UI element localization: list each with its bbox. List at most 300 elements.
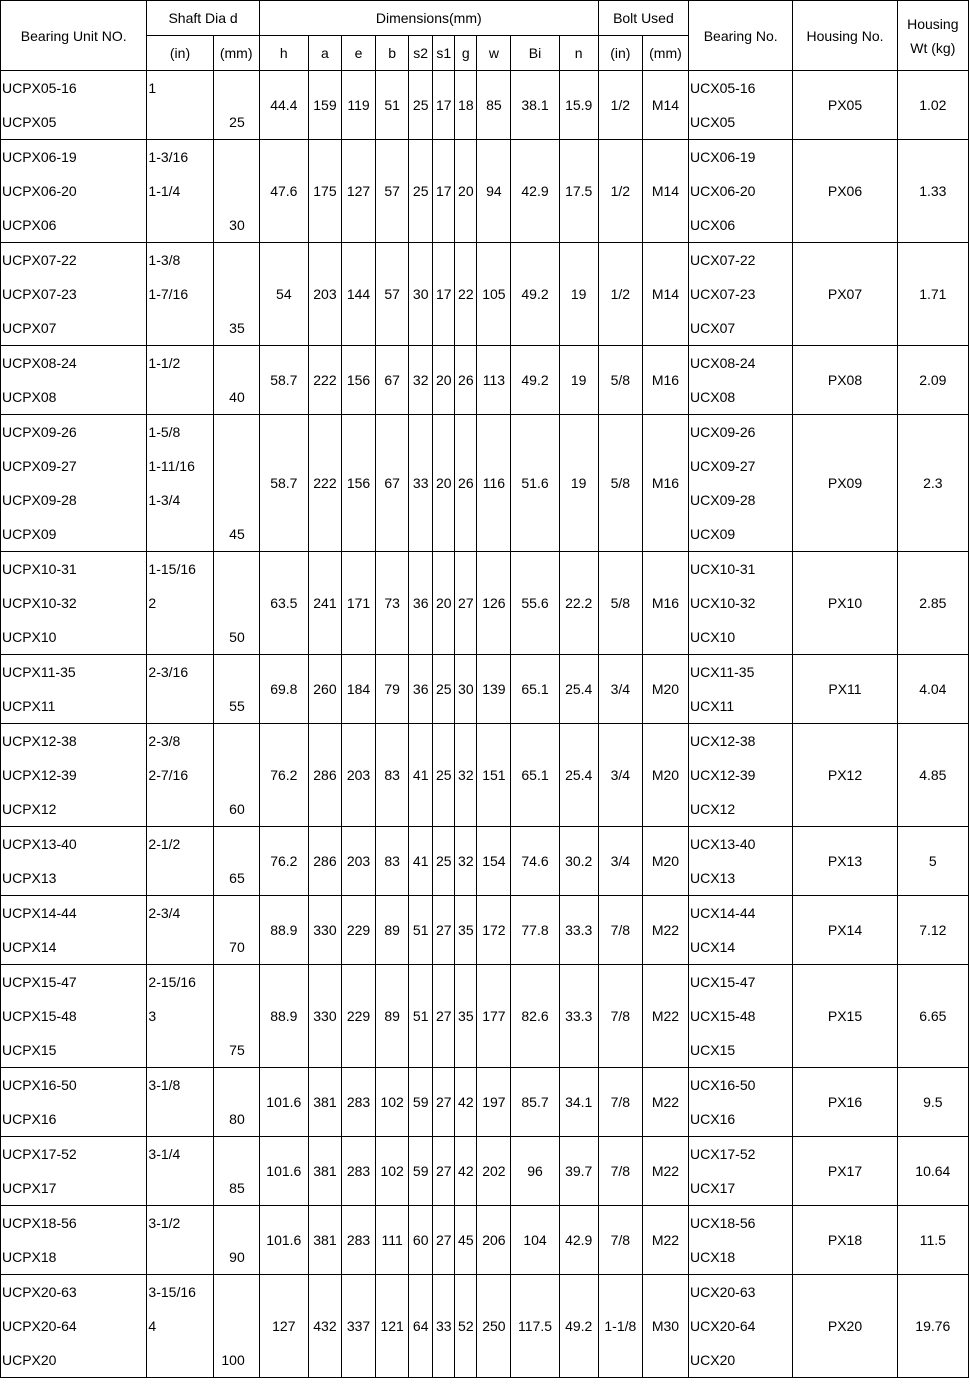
bearing-unit-cell (1, 243, 147, 346)
shaft-dia-mm: 90 (229, 1249, 245, 1265)
header-dim-h: h (259, 36, 308, 71)
shaft-dia-mm: 25 (229, 114, 245, 130)
shaft-in-cell (147, 1275, 213, 1378)
header-shaft-in: (in) (147, 36, 213, 71)
bearing-no: UCX15-47 (690, 974, 756, 990)
header-housing-wt-line2: Wt (kg) (910, 39, 956, 56)
dim-n-cell: 34.1 (559, 1068, 598, 1137)
header-bolt-used: Bolt Used (598, 1, 688, 36)
dim-w-cell: 105 (477, 243, 511, 346)
header-row-1 (1, 1, 969, 36)
table-row (1, 655, 969, 724)
bearing-unit-no: UCPX12 (2, 801, 57, 817)
bearing-no: UCX07-22 (690, 252, 756, 268)
bearing-unit-no: UCPX09-26 (2, 424, 77, 440)
bearing-no: UCX18-56 (690, 1215, 756, 1231)
dim-h-cell: 76.2 (259, 724, 308, 827)
bearing-unit-cell (1, 1275, 147, 1378)
dim-s2-cell: 64 (409, 1275, 433, 1378)
dim-e-cell: 119 (341, 71, 375, 140)
dim-w-cell: 139 (477, 655, 511, 724)
bearing-no-cell (689, 827, 793, 896)
dim-s2-cell: 59 (409, 1137, 433, 1206)
dim-n-cell: 33.3 (559, 965, 598, 1068)
dim-w-cell: 116 (477, 415, 511, 552)
bolt-mm-cell: M20 (642, 827, 688, 896)
shaft-dia-mm: 55 (229, 698, 245, 714)
bearing-unit-no: UCPX17-52 (2, 1146, 77, 1162)
bearing-unit-no: UCPX16 (2, 1111, 57, 1127)
dim-e-cell: 203 (341, 724, 375, 827)
bearing-unit-no: UCPX09-27 (2, 458, 77, 474)
bearing-no: UCX08 (690, 389, 736, 405)
bearing-no: UCX20 (690, 1352, 736, 1368)
bolt-in-cell: 1-1/8 (598, 1275, 642, 1378)
table-row (1, 415, 969, 552)
shaft-dia-in: 1-1/4 (148, 183, 181, 199)
housing-no-cell: PX06 (793, 140, 897, 243)
dim-s2-cell: 41 (409, 724, 433, 827)
shaft-mm-cell (213, 71, 259, 140)
dim-bi-cell: 51.6 (511, 415, 559, 552)
bearing-no: UCX13-40 (690, 836, 756, 852)
dim-e-cell: 127 (341, 140, 375, 243)
dim-h-cell: 54 (259, 243, 308, 346)
shaft-in-cell (147, 724, 213, 827)
dim-a-cell: 432 (308, 1275, 341, 1378)
table-row (1, 71, 969, 140)
bearing-no: UCX10 (690, 629, 736, 645)
dim-w-cell: 151 (477, 724, 511, 827)
housing-no-cell: PX18 (793, 1206, 897, 1275)
bearing-no: UCX15 (690, 1042, 736, 1058)
dim-a-cell: 330 (308, 896, 341, 965)
dim-bi-cell: 55.6 (511, 552, 559, 655)
bearing-no-cell (689, 1137, 793, 1206)
table-row (1, 243, 969, 346)
bolt-mm-cell: M22 (642, 965, 688, 1068)
bearing-unit-cell (1, 1068, 147, 1137)
dim-g-cell: 27 (455, 552, 477, 655)
bearing-unit-no: UCPX05-16 (2, 80, 77, 96)
dim-s2-cell: 36 (409, 552, 433, 655)
dim-bi-cell: 104 (511, 1206, 559, 1275)
dim-s2-cell: 59 (409, 1068, 433, 1137)
table-row (1, 965, 969, 1068)
bearing-no-cell (689, 346, 793, 415)
shaft-dia-mm: 100 (221, 1352, 245, 1368)
dim-w-cell: 172 (477, 896, 511, 965)
header-bearing-unit: Bearing Unit NO. (1, 1, 147, 71)
shaft-dia-in: 1 (148, 80, 157, 96)
bearing-no: UCX07-23 (690, 286, 756, 302)
bearing-no: UCX15-48 (690, 1008, 756, 1024)
dim-g-cell: 32 (455, 827, 477, 896)
bearing-no: UCX09-27 (690, 458, 756, 474)
dim-n-cell: 17.5 (559, 140, 598, 243)
bolt-mm-cell: M14 (642, 243, 688, 346)
dim-s1-cell: 25 (433, 655, 455, 724)
dim-w-cell: 250 (477, 1275, 511, 1378)
bearing-no: UCX07 (690, 320, 736, 336)
dim-e-cell: 283 (341, 1068, 375, 1137)
shaft-dia-in: 2-7/16 (148, 767, 189, 783)
dim-bi-cell: 65.1 (511, 655, 559, 724)
shaft-dia-in: 2-15/16 (148, 974, 196, 990)
shaft-dia-mm: 40 (229, 389, 245, 405)
dim-s1-cell: 27 (433, 1206, 455, 1275)
dim-h-cell: 101.6 (259, 1137, 308, 1206)
bearing-no: UCX05-16 (690, 80, 756, 96)
shaft-in-cell (147, 346, 213, 415)
bolt-in-cell: 7/8 (598, 1137, 642, 1206)
dim-n-cell: 42.9 (559, 1206, 598, 1275)
shaft-dia-in (148, 208, 212, 242)
housing-wt-cell: 1.33 (897, 140, 968, 243)
dim-h-cell: 88.9 (259, 965, 308, 1068)
bolt-mm-cell: M20 (642, 655, 688, 724)
housing-wt-cell: 1.02 (897, 71, 968, 140)
dim-g-cell: 45 (455, 1206, 477, 1275)
dim-e-cell: 337 (341, 1275, 375, 1378)
shaft-dia-in: 1-1/2 (148, 355, 181, 371)
bearing-unit-no: UCPX07-23 (2, 286, 77, 302)
dim-s2-cell: 51 (409, 965, 433, 1068)
dim-w-cell: 177 (477, 965, 511, 1068)
shaft-mm-cell (213, 965, 259, 1068)
dim-g-cell: 52 (455, 1275, 477, 1378)
housing-wt-cell: 11.5 (897, 1206, 968, 1275)
housing-no-cell: PX13 (793, 827, 897, 896)
bearing-unit-no: UCPX07-22 (2, 252, 77, 268)
shaft-dia-in: 4 (148, 1318, 157, 1334)
shaft-dia-in: 2-1/2 (148, 836, 181, 852)
shaft-dia-in: 1-3/4 (148, 492, 181, 508)
shaft-in-cell (147, 896, 213, 965)
dim-s1-cell: 17 (433, 71, 455, 140)
bearing-unit-no: UCPX20 (2, 1352, 57, 1368)
dim-w-cell: 206 (477, 1206, 511, 1275)
bearing-unit-no: UCPX11 (2, 698, 56, 714)
dim-b-cell: 89 (376, 896, 409, 965)
housing-no-cell: PX14 (793, 896, 897, 965)
bearing-no: UCX12-38 (690, 733, 756, 749)
bearing-unit-no: UCPX20-64 (2, 1318, 77, 1334)
bearing-no: UCX20-64 (690, 1318, 756, 1334)
dim-b-cell: 102 (376, 1137, 409, 1206)
dim-w-cell: 202 (477, 1137, 511, 1206)
dim-a-cell: 286 (308, 827, 341, 896)
shaft-mm-cell (213, 140, 259, 243)
bolt-in-cell: 1/2 (598, 243, 642, 346)
bolt-mm-cell: M30 (642, 1275, 688, 1378)
housing-wt-cell: 2.3 (897, 415, 968, 552)
dim-b-cell: 102 (376, 1068, 409, 1137)
dim-w-cell: 126 (477, 552, 511, 655)
dim-s2-cell: 32 (409, 346, 433, 415)
dim-h-cell: 58.7 (259, 346, 308, 415)
dim-w-cell: 154 (477, 827, 511, 896)
housing-no-cell: PX16 (793, 1068, 897, 1137)
dim-h-cell: 127 (259, 1275, 308, 1378)
dim-s1-cell: 27 (433, 1137, 455, 1206)
bolt-mm-cell: M22 (642, 1068, 688, 1137)
bearing-unit-cell (1, 71, 147, 140)
bearing-unit-cell (1, 1137, 147, 1206)
dim-s1-cell: 20 (433, 346, 455, 415)
shaft-dia-mm: 85 (229, 1180, 245, 1196)
bolt-mm-cell: M22 (642, 896, 688, 965)
shaft-in-cell (147, 71, 213, 140)
shaft-in-cell (147, 1068, 213, 1137)
bearing-unit-no: UCPX07 (2, 320, 57, 336)
dim-b-cell: 67 (376, 415, 409, 552)
dim-a-cell: 381 (308, 1068, 341, 1137)
dim-g-cell: 20 (455, 140, 477, 243)
shaft-dia-in (148, 311, 212, 345)
shaft-dia-in: 3-1/2 (148, 1215, 181, 1231)
table-row (1, 1137, 969, 1206)
dim-g-cell: 35 (455, 965, 477, 1068)
dim-b-cell: 57 (376, 243, 409, 346)
dim-a-cell: 330 (308, 965, 341, 1068)
dim-g-cell: 26 (455, 346, 477, 415)
bolt-mm-cell: M16 (642, 552, 688, 655)
shaft-dia-in: 3 (148, 1008, 157, 1024)
shaft-dia-in: 1-7/16 (148, 286, 189, 302)
bearing-no: UCX12 (690, 801, 736, 817)
shaft-mm-cell (213, 1275, 259, 1378)
dim-h-cell: 58.7 (259, 415, 308, 552)
bolt-in-cell: 3/4 (598, 827, 642, 896)
bearing-unit-no: UCPX10 (2, 629, 57, 645)
housing-wt-cell: 1.71 (897, 243, 968, 346)
bearing-unit-no: UCPX06-19 (2, 149, 77, 165)
bolt-in-cell: 5/8 (598, 346, 642, 415)
shaft-dia-in: 1-3/16 (148, 149, 189, 165)
shaft-dia-mm: 30 (229, 217, 245, 233)
dim-h-cell: 63.5 (259, 552, 308, 655)
bearing-no: UCX12-39 (690, 767, 756, 783)
shaft-dia-in (148, 1033, 212, 1067)
shaft-dia-mm: 75 (229, 1042, 245, 1058)
bolt-in-cell: 1/2 (598, 71, 642, 140)
dim-b-cell: 57 (376, 140, 409, 243)
dim-s1-cell: 25 (433, 724, 455, 827)
shaft-mm-cell (213, 243, 259, 346)
bearing-unit-no: UCPX13-40 (2, 836, 77, 852)
shaft-in-cell (147, 140, 213, 243)
dim-w-cell: 94 (477, 140, 511, 243)
dim-n-cell: 15.9 (559, 71, 598, 140)
dim-n-cell: 25.4 (559, 724, 598, 827)
dim-bi-cell: 42.9 (511, 140, 559, 243)
shaft-dia-in: 2-3/4 (148, 905, 181, 921)
dim-a-cell: 203 (308, 243, 341, 346)
housing-wt-cell: 2.85 (897, 552, 968, 655)
dim-a-cell: 381 (308, 1206, 341, 1275)
bolt-mm-cell: M14 (642, 140, 688, 243)
bolt-in-cell: 1/2 (598, 140, 642, 243)
dim-e-cell: 229 (341, 965, 375, 1068)
dim-s1-cell: 27 (433, 1068, 455, 1137)
bearing-unit-no: UCPX11-35 (2, 664, 76, 680)
bearing-no-cell (689, 896, 793, 965)
bearing-no: UCX14-44 (690, 905, 756, 921)
shaft-mm-cell (213, 827, 259, 896)
table-row (1, 827, 969, 896)
bearing-no: UCX09 (690, 526, 736, 542)
shaft-mm-cell (213, 1137, 259, 1206)
housing-no-cell: PX20 (793, 1275, 897, 1378)
bearing-unit-no: UCPX09 (2, 526, 57, 542)
dim-h-cell: 47.6 (259, 140, 308, 243)
dim-e-cell: 156 (341, 415, 375, 552)
bolt-mm-cell: M14 (642, 71, 688, 140)
dim-b-cell: 121 (376, 1275, 409, 1378)
bolt-mm-cell: M16 (642, 415, 688, 552)
dim-n-cell: 22.2 (559, 552, 598, 655)
bearing-unit-cell (1, 346, 147, 415)
dim-e-cell: 171 (341, 552, 375, 655)
header-dim-e: e (341, 36, 375, 71)
dim-bi-cell: 96 (511, 1137, 559, 1206)
dim-bi-cell: 49.2 (511, 346, 559, 415)
dim-g-cell: 42 (455, 1137, 477, 1206)
shaft-dia-in (148, 1171, 212, 1205)
bearing-unit-cell (1, 965, 147, 1068)
dim-g-cell: 26 (455, 415, 477, 552)
dim-b-cell: 51 (376, 71, 409, 140)
dim-bi-cell: 74.6 (511, 827, 559, 896)
dim-s1-cell: 20 (433, 415, 455, 552)
bearing-no: UCX17 (690, 1180, 736, 1196)
shaft-mm-cell (213, 724, 259, 827)
shaft-dia-mm: 45 (229, 526, 245, 542)
bearing-unit-cell (1, 552, 147, 655)
shaft-dia-in: 3-1/4 (148, 1146, 181, 1162)
table-row (1, 724, 969, 827)
shaft-dia-in: 2-3/16 (148, 664, 189, 680)
bearing-no: UCX14 (690, 939, 736, 955)
housing-wt-cell: 19.76 (897, 1275, 968, 1378)
shaft-in-cell (147, 827, 213, 896)
housing-wt-cell: 5 (897, 827, 968, 896)
table-row (1, 1068, 969, 1137)
dim-b-cell: 83 (376, 724, 409, 827)
bearing-unit-no: UCPX17 (2, 1180, 57, 1196)
dim-bi-cell: 77.8 (511, 896, 559, 965)
header-shaft-dia: Shaft Dia d (147, 1, 259, 36)
bearing-no: UCX09-26 (690, 424, 756, 440)
shaft-dia-in (148, 930, 212, 964)
bearing-no-cell (689, 552, 793, 655)
dim-w-cell: 85 (477, 71, 511, 140)
shaft-dia-in (148, 1102, 212, 1136)
header-dim-a: a (308, 36, 341, 71)
dim-h-cell: 88.9 (259, 896, 308, 965)
dim-e-cell: 144 (341, 243, 375, 346)
bearing-no-cell (689, 140, 793, 243)
bearing-no: UCX18 (690, 1249, 736, 1265)
header-dim-n: n (559, 36, 598, 71)
dim-s1-cell: 25 (433, 827, 455, 896)
dim-b-cell: 79 (376, 655, 409, 724)
bearing-unit-no: UCPX09-28 (2, 492, 77, 508)
shaft-in-cell (147, 965, 213, 1068)
bolt-in-cell: 5/8 (598, 415, 642, 552)
housing-no-cell: PX09 (793, 415, 897, 552)
dim-a-cell: 222 (308, 346, 341, 415)
bearing-no-cell (689, 243, 793, 346)
dim-e-cell: 184 (341, 655, 375, 724)
shaft-dia-in (148, 861, 212, 895)
dim-s1-cell: 17 (433, 140, 455, 243)
bearing-no: UCX13 (690, 870, 736, 886)
shaft-dia-in (148, 105, 212, 139)
bolt-in-cell: 3/4 (598, 655, 642, 724)
bearing-unit-cell (1, 655, 147, 724)
bearing-no: UCX16-50 (690, 1077, 756, 1093)
bearing-unit-no: UCPX10-31 (2, 561, 77, 577)
bearing-unit-no: UCPX06 (2, 217, 57, 233)
dim-n-cell: 25.4 (559, 655, 598, 724)
dim-e-cell: 283 (341, 1206, 375, 1275)
bearing-unit-cell (1, 1206, 147, 1275)
shaft-mm-cell (213, 1068, 259, 1137)
housing-no-cell: PX10 (793, 552, 897, 655)
housing-no-cell: PX11 (793, 655, 897, 724)
dim-bi-cell: 38.1 (511, 71, 559, 140)
shaft-in-cell (147, 415, 213, 552)
table-header (1, 1, 969, 71)
bearing-unit-no: UCPX16-50 (2, 1077, 77, 1093)
housing-wt-cell: 10.64 (897, 1137, 968, 1206)
header-dim-b: b (376, 36, 409, 71)
bearing-no-cell (689, 415, 793, 552)
bearing-no-cell (689, 724, 793, 827)
bolt-in-cell: 7/8 (598, 896, 642, 965)
shaft-dia-in: 1-11/16 (148, 458, 195, 474)
dim-s2-cell: 30 (409, 243, 433, 346)
shaft-dia-in: 1-5/8 (148, 424, 181, 440)
dim-n-cell: 33.3 (559, 896, 598, 965)
shaft-dia-in: 1-15/16 (148, 561, 196, 577)
housing-wt-cell: 4.85 (897, 724, 968, 827)
dim-g-cell: 35 (455, 896, 477, 965)
dim-h-cell: 44.4 (259, 71, 308, 140)
shaft-mm-cell (213, 896, 259, 965)
housing-wt-cell: 4.04 (897, 655, 968, 724)
header-shaft-mm: (mm) (213, 36, 259, 71)
dim-e-cell: 156 (341, 346, 375, 415)
shaft-dia-in (148, 620, 212, 654)
bolt-in-cell: 7/8 (598, 1068, 642, 1137)
bearing-unit-no: UCPX08-24 (2, 355, 77, 371)
bearing-unit-no: UCPX15 (2, 1042, 57, 1058)
housing-no-cell: PX17 (793, 1137, 897, 1206)
shaft-dia-mm: 60 (229, 801, 245, 817)
shaft-dia-mm: 35 (229, 320, 245, 336)
header-bolt-in: (in) (598, 36, 642, 71)
bearing-unit-no: UCPX15-48 (2, 1008, 77, 1024)
bearing-no: UCX06-20 (690, 183, 756, 199)
shaft-dia-in: 3-15/16 (148, 1284, 196, 1300)
housing-no-cell: PX07 (793, 243, 897, 346)
dim-s2-cell: 36 (409, 655, 433, 724)
dim-w-cell: 197 (477, 1068, 511, 1137)
dim-s1-cell: 20 (433, 552, 455, 655)
